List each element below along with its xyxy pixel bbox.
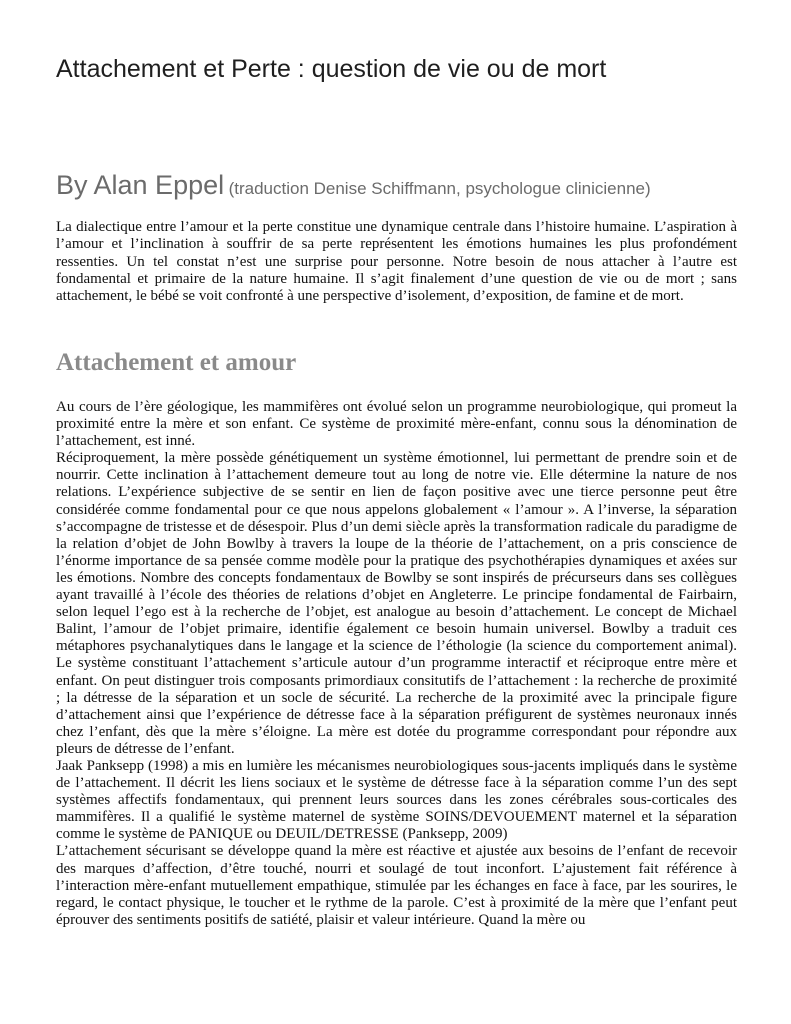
intro-paragraph: La dialectique entre l’amour et la perte constitue une dynamique centrale dans l’histoire humaine. L’aspiration à l’amour et l’inclination à souffrir de sa perte représentent les émotions humaines les plus profondément ressenties. Un tel constat n’est une surprise pour personne. Notre besoin de nous attacher à l’autre est fondamental et primaire de la nature humaine. Il s’agit finalement d’une question de vie ou de mort ; sans attachement, le bébé se voit confronté à une perspective d’isolement, d’exposition, de famine et de mort. xyxy=(56,219,737,305)
byline xyxy=(56,170,651,201)
translation-credit: (traduction Denise Schiffmann, psychologue clinicienne) xyxy=(228,179,651,198)
body-paragraph: Réciproquement, la mère possède génétiquement un système émotionnel, lui permettant de prendre soin et de nourrir. Cette inclination à l’attachement demeure tout au long de notre vie. Elle détermine la nature de nos relations. L’expérience subjective de se sentir en lien de façon positive avec une tierce personne peut être considérée comme fondamental pour ce que nous appelons globalement « l’amour ». A l’inverse, la séparation s’accompagne de tristesse et de désespoir. Plus d’un demi siècle après la transformation radicale du paradigme de la relation d’objet de John Bowlby à travers la loupe de la théorie de l’attachement, on a pris conscience de l’énorme importance de sa pensée comme modèle pour la pratique des psychothérapies dynamiques et axées sur les émotions. Nombre des concepts fondamentaux de Bowlby se sont inspirés de précurseurs dans ses collègues ayant travaillé à l’école des théories de relations d’objet en Angleterre. Le principe fondamental de Fairbairn, selon lequel l’ego est à la recherche de l’objet, est analogue au besoin d’attachement. Le concept de Michael Balint, l’amour de l’objet primaire, identifie également ce besoin humain universel. Bowlby a traduit ces métaphores psychanalytiques dans le langage et la science de l’éthologie (la science du comportement animal). Le système constituant l’attachement s’articule autour d’un programme interactif et réciproque entre mère et enfant. On peut distinguer trois composants primordiaux consitutifs de l’attachement : la recherche de proximité ; la détresse de la séparation et un socle de sécurité. La recherche de la proximité avec la principale figure d’attachement ainsi que l’expérience de détresse face à la séparation préfigurent de systèmes neuronaux innés chez l’enfant, dès que la mère s’éloigne. La mère est dotée du programme correspondant pour répondre aux pleurs de détresse de l’enfant. xyxy=(56,450,738,757)
document-title: Attachement et Perte : question de vie ou de mort xyxy=(56,55,607,83)
body-paragraph: Jaak Panksepp (1998) a mis en lumière les mécanismes neurobiologiques sous-jacents impliqués dans le système de l’attachement. Il décrit les liens sociaux et le système de détresse face à la séparation comme l’un des sept systèmes affectifs fondamentaux, qui prennent leurs sources dans les zones cérébrales sous-corticales des mammifères. Il a qualifié le système maternel de système SOINS/DEVOUEMENT maternel et la séparation comme le système de PANIQUE ou DEUIL/DETRESSE (Panksepp, 2009) xyxy=(56,757,737,843)
body-paragraph: L’attachement sécurisant se développe quand la mère est réactive et ajustée aux besoins de l’enfant de recevoir des marques d’affection, d’être touché, nourri et soulagé de tout inconfort. L’ajustement fait référence à l’interaction mère-enfant mutuellement empathique, stimulée par les échanges en face à face, par les sourires, le regard, le contact physique, le toucher et le rythme de la parole. C’est à proximité de la mère que l’enfant peut éprouver des sentiments positifs de satiété, plaisir et valeur intérieure. Quand la mère ou xyxy=(56,843,737,928)
body-paragraph: Au cours de l’ère géologique, les mammifères ont évolué selon un programme neurobiologique, qui promeut la proximité entre la mère et son enfant. Ce système de proximité mère-enfant, connu sous la dénomination de l’attachement, est inné. xyxy=(56,399,737,450)
section-heading: Attachement et amour xyxy=(56,349,297,376)
author-name: By Alan Eppel xyxy=(56,170,225,200)
section-body xyxy=(56,399,737,929)
